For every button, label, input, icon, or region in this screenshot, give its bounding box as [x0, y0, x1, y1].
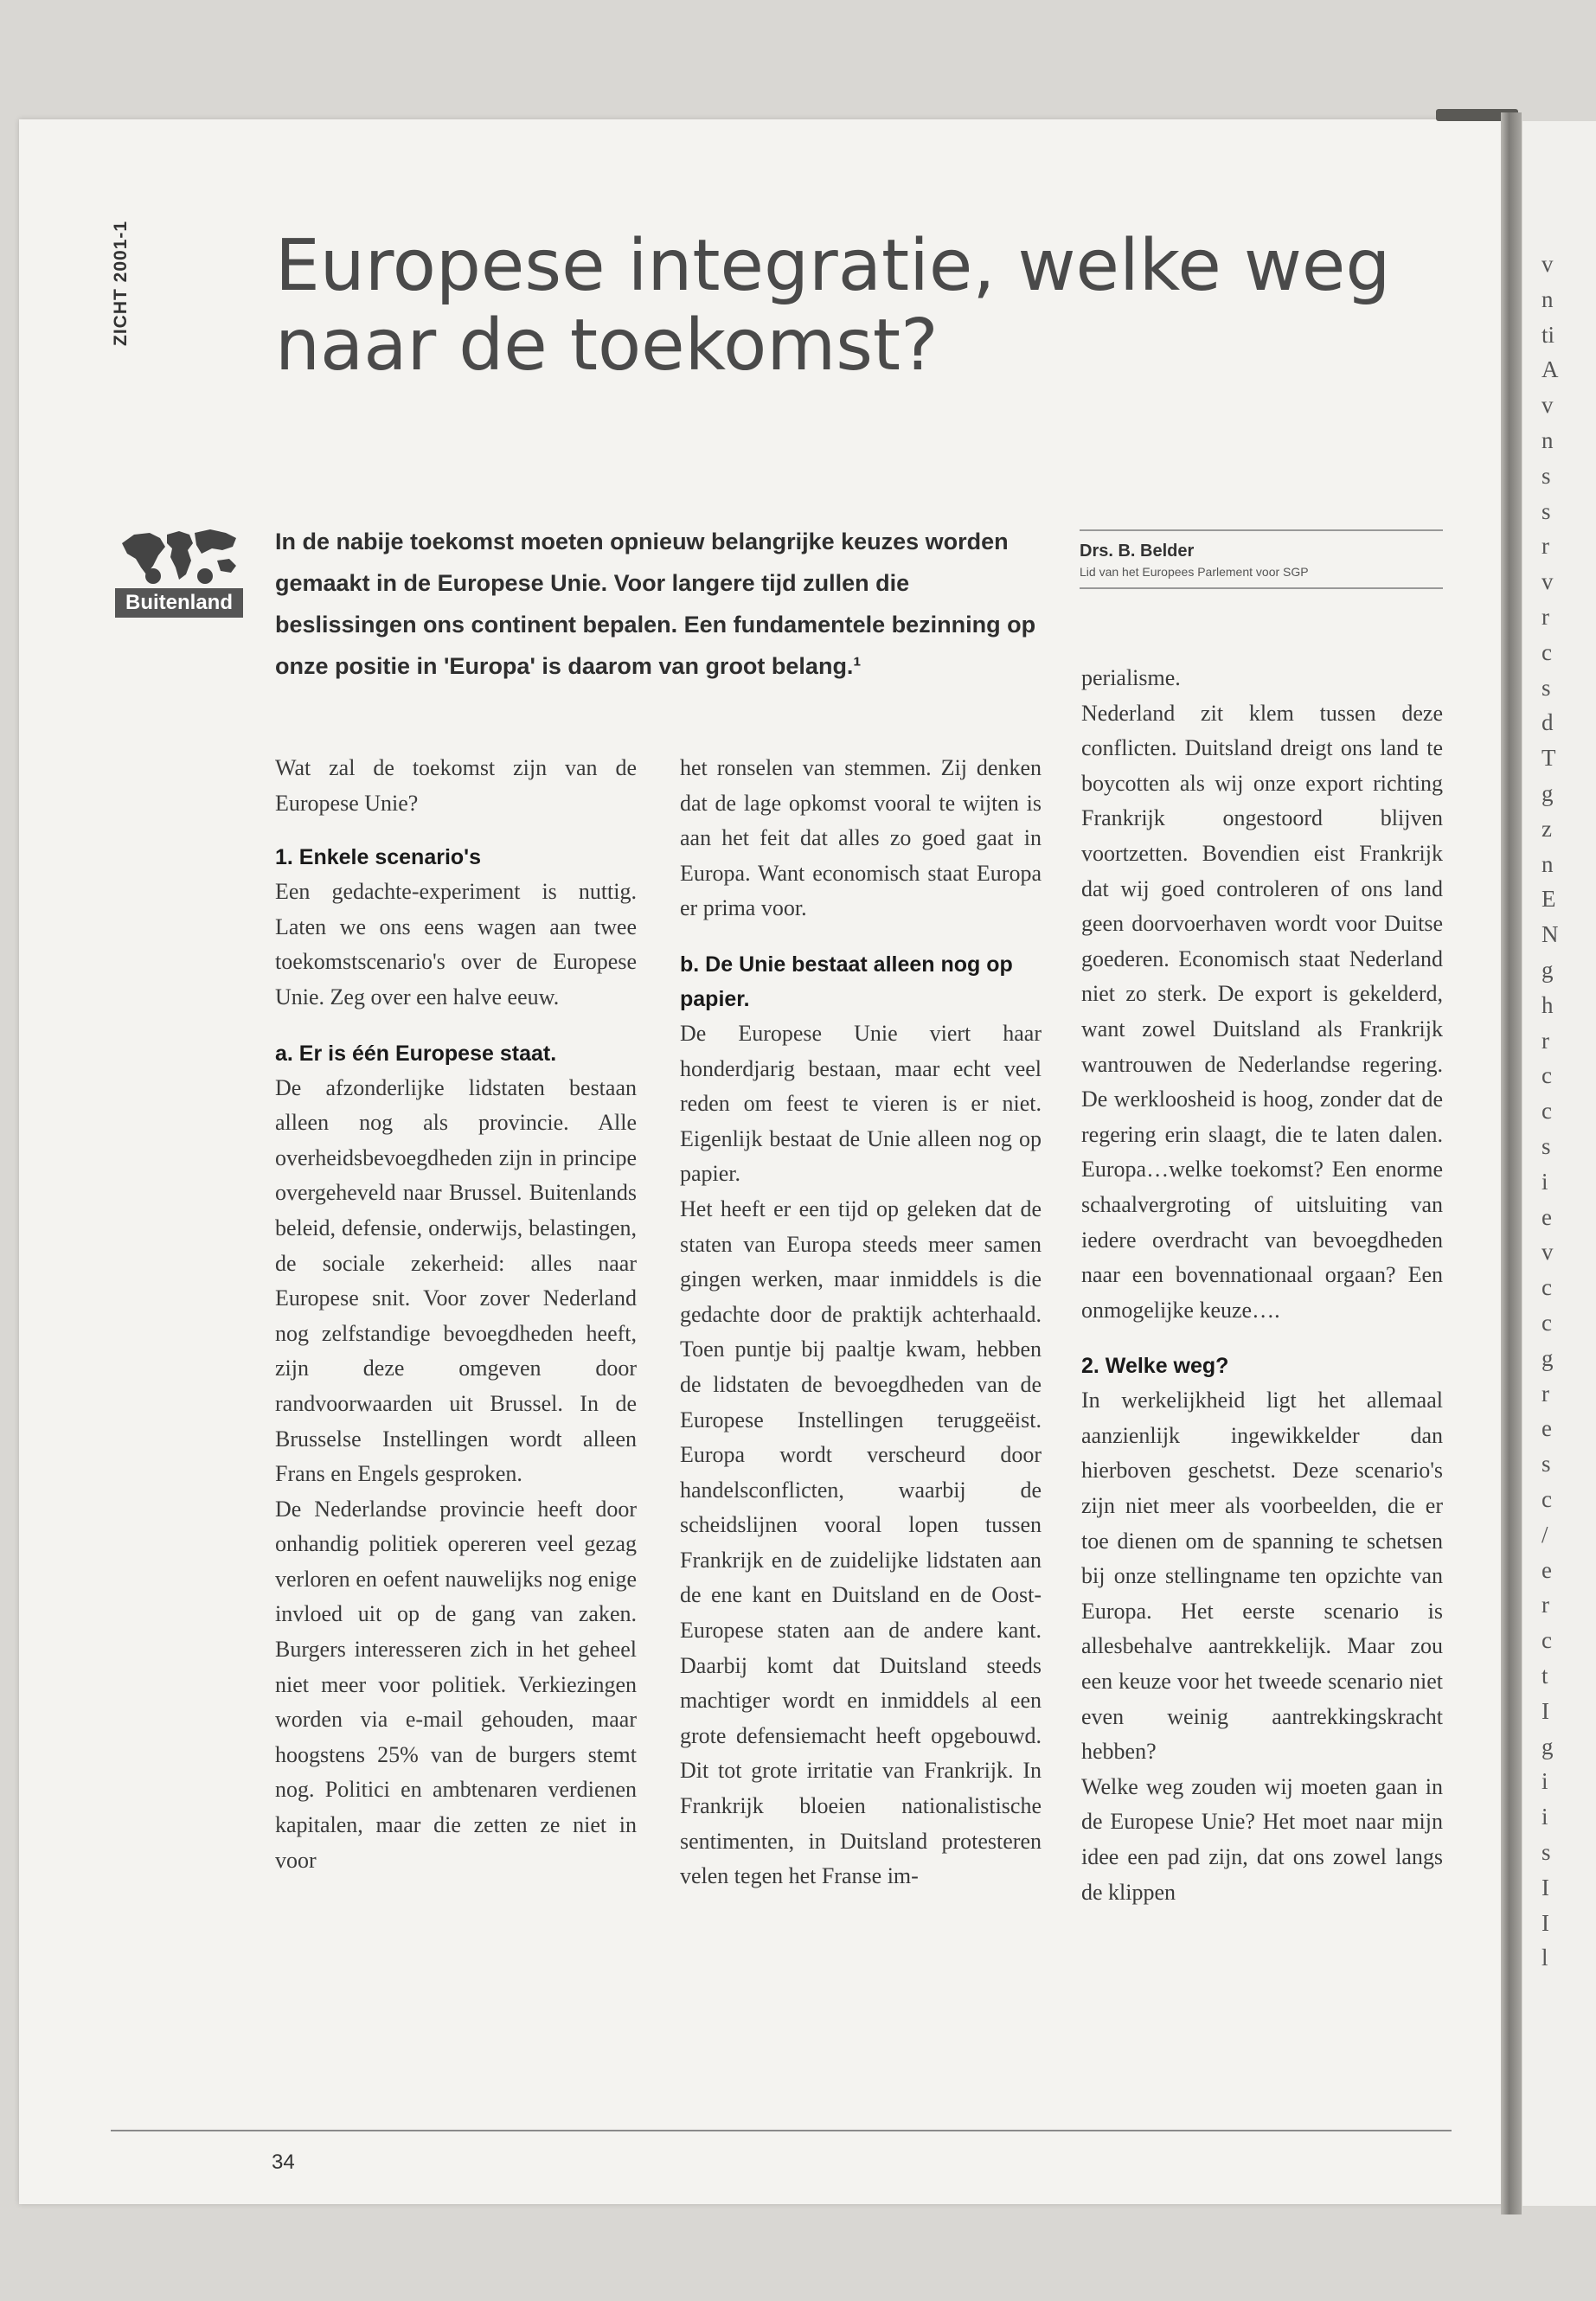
next-page-letter: e	[1542, 1556, 1552, 1583]
next-page-letter: g	[1542, 780, 1554, 806]
next-page-letter: g	[1542, 957, 1554, 983]
next-page-letter: E	[1542, 886, 1556, 913]
paragraph: Nederland zit klem tussen deze conflicten. Duitsland dreigt ons land te boycotten als wij onze export richting Frankrijk ongestoord blijven voortzetten. Bovendien eist Frankrijk dat wij goed controleren of ons land geen doorvoerhaven wordt voor Duitse goederen. Economisch staat Nederland niet zo sterk. De export is gekelderd, want zowel Duitsland als Frankrijk wantrouwen de Nederlandse regering. De werkloosheid is hoog, zonder dat de regering erin slaagt, die te laten dalen. Europa…welke toekomst? Een enorme schaalvergroting of uitsluiting van iedere overdracht van bevoegdheden naar een bovennationaal orgaan? Een onmogelijke keuze….	[1081, 700, 1443, 1323]
next-page-letter: r	[1542, 1380, 1549, 1407]
article-title: Europese integratie, welke weg naar de toekomst?	[275, 225, 1391, 387]
next-page-letter: g	[1542, 1733, 1554, 1759]
next-page-letter: N	[1542, 921, 1559, 948]
next-page-letter: s	[1542, 497, 1551, 524]
section-badge: Buitenland	[115, 588, 243, 618]
section-heading: a. Er is één Europese staat.	[275, 1041, 557, 1066]
next-page-letter: c	[1542, 1062, 1552, 1089]
next-page-letter: n	[1542, 285, 1554, 312]
next-page-letter: I	[1542, 1909, 1549, 1936]
next-page-letter: l	[1542, 1945, 1548, 1971]
next-page-letter: s	[1542, 1133, 1551, 1159]
paragraph: De afzonderlijke lidstaten bestaan alleen nog als provincie. Alle overheidsbevoegdheden zijn in principe overgeheveld naar Brussel. Buitenlands beleid, defensie, onderwijs, belastingen, de sociale zekerheid: alles naar Europese snit. Voor zover Nederland nog zelfstandige bevoegdheden heeft, zijn deze omgeven door randvoorwaarden uit Brussel. In de Brusselse Instellingen wordt alleen Frans en Engels gesproken.	[275, 1074, 637, 1487]
section-logo	[115, 524, 243, 618]
next-page-letter: i	[1542, 1804, 1548, 1830]
next-page-letter: r	[1542, 533, 1549, 560]
next-page-letter: i	[1542, 1768, 1548, 1795]
paragraph: Wat zal de toekomst zijn van de Europese Unie?	[275, 755, 637, 816]
running-label: ZICHT 2001-1	[111, 220, 131, 346]
next-page-letter: /	[1542, 1521, 1548, 1548]
paragraph: De Europese Unie viert haar honderdjarig bestaan, maar echt veel reden om feest te vieren is er niet. Eigenlijk bestaat de Unie alleen nog op papier.	[680, 1020, 1042, 1187]
section-heading: 2. Welke weg?	[1081, 1354, 1229, 1379]
next-page-letter: r	[1542, 1592, 1549, 1618]
author-box	[1080, 529, 1443, 589]
next-page-letter: s	[1542, 1839, 1551, 1865]
paragraph: Een gedachte-experiment is nuttig. Laten we ons eens wagen aan twee toekomstscenario's over de Europese Unie. Zeg over een halve eeuw.	[275, 879, 637, 1009]
next-page-letter: ti	[1542, 321, 1555, 348]
world-map-icon	[115, 524, 243, 588]
intro-lead: In de nabije toekomst moeten opnieuw belangrijke keuzes worden gemaakt in de Europese Unie. Voor langere tijd zullen die beslissingen ons continent bepalen. Een fundamentele bezinning op onze positie in 'Europa' is daarom van groot belang.¹	[275, 529, 1036, 679]
next-page-letter: c	[1542, 1486, 1552, 1512]
paragraph: Het heeft er een tijd op geleken dat de staten van Europa steeds meer samen gingen werken, maar inmiddels is die gedachte door de praktijk achterhaald. Toen puntje bij paaltje kwam, hebben de lidstaten de bevoegdheden van de Europese Instellingen teruggeëist. Europa wordt verscheurd door handelsconflicten, waarbij de scheidslijnen vooral lopen tussen Frankrijk en de zuidelijke lidstaten aan de ene kant en Duitsland en de Oost-Europese staten aan de andere kant. Daarbij komt dat Duitsland steeds machtiger wordt en inmiddels al een grote defensiemacht heeft opgebouwd. Dit tot grote irritatie van Frankrijk. In Frankrijk bloeien nationalistische sentimenten, in Duitsland protesteren velen tegen het Franse im-	[680, 1195, 1042, 1889]
column-1	[275, 751, 637, 1878]
paragraph: In werkelijkheid ligt het allemaal aanzienlijk ingewikkelder dan hierboven geschetst. Deze scenario's zijn niet meer als voorbeelden, die er toe dienen om de spanning te schetsen bij onze stellingname ten opzichte van Europa. Het eerste scenario is allesbehalve aantrekkelijk. Maar zou een keuze voor het tweede scenario niet even weinig aantrekkingskracht hebben?	[1081, 1388, 1443, 1765]
next-page-letter: d	[1542, 709, 1554, 736]
next-page-letter: n	[1542, 850, 1554, 877]
page-number: 34	[272, 2150, 295, 2174]
next-page-letter: s	[1542, 674, 1551, 701]
next-page-letter: s	[1542, 462, 1551, 489]
next-page-letter: i	[1542, 1168, 1548, 1195]
next-page-letter: e	[1542, 1415, 1552, 1442]
paragraph: Welke weg zouden wij moeten gaan in de Europese Unie? Het moet naar mijn idee een pad zijn, dat ons zowel langs de klippen	[1081, 1773, 1443, 1905]
next-page-letter: I	[1542, 1697, 1549, 1724]
author-role: Lid van het Europees Parlement voor SGP	[1080, 565, 1309, 579]
next-page-letter: v	[1542, 251, 1554, 277]
next-page-letter: v	[1542, 1239, 1554, 1266]
next-page-letter: c	[1542, 1274, 1552, 1301]
next-page-letter: c	[1542, 1627, 1552, 1654]
next-page-edge	[1522, 121, 1596, 2206]
next-page-letter: n	[1542, 427, 1554, 453]
next-page-letter: h	[1542, 991, 1554, 1018]
next-page-letter: c	[1542, 638, 1552, 665]
next-page-letter: A	[1542, 356, 1559, 383]
paragraph: De Nederlandse provincie heeft door onhandig politiek opereren veel gezag verloren en oefent nauwelijks nog enige invloed uit op de gang van zaken. Burgers interesseren zich in het geheel niet meer voor politiek. Verkiezingen worden via e-mail gehouden, maar hoogstens 25% van de burgers stemt nog. Politici en ambtenaren verdienen kapitalen, maar die zetten ze niet in voor	[275, 1496, 637, 1873]
section-heading: 1. Enkele scenario's	[275, 845, 482, 870]
column-3	[1081, 661, 1443, 1910]
section-heading: b. De Unie bestaat alleen nog op papier.	[680, 952, 1013, 1011]
paragraph: perialisme.	[1081, 665, 1181, 690]
next-page-letter: c	[1542, 1310, 1552, 1336]
next-page-letter: t	[1542, 1663, 1548, 1689]
footer-rule	[111, 2130, 1452, 2131]
next-page-letter: v	[1542, 392, 1554, 419]
next-page-letter: T	[1542, 745, 1556, 772]
next-page-letter: c	[1542, 1098, 1552, 1125]
next-page-letter: g	[1542, 1344, 1554, 1371]
column-2	[680, 751, 1042, 1894]
next-page-letter: z	[1542, 815, 1552, 842]
next-page-letter: I	[1542, 1874, 1549, 1900]
paragraph: het ronselen van stemmen. Zij denken dat de lage opkomst vooral te wijten is aan het feit dat alles zo goed gaat in Europa. Want economisch staat Europa er prima voor.	[680, 755, 1042, 921]
next-page-letter: v	[1542, 568, 1554, 595]
author-name: Drs. B. Belder	[1080, 542, 1195, 561]
next-page-letter: r	[1542, 1027, 1549, 1054]
next-page-letter: r	[1542, 604, 1549, 630]
next-page-letter: s	[1542, 1451, 1551, 1477]
book-spine	[1501, 112, 1522, 2214]
next-page-letter: e	[1542, 1203, 1552, 1230]
